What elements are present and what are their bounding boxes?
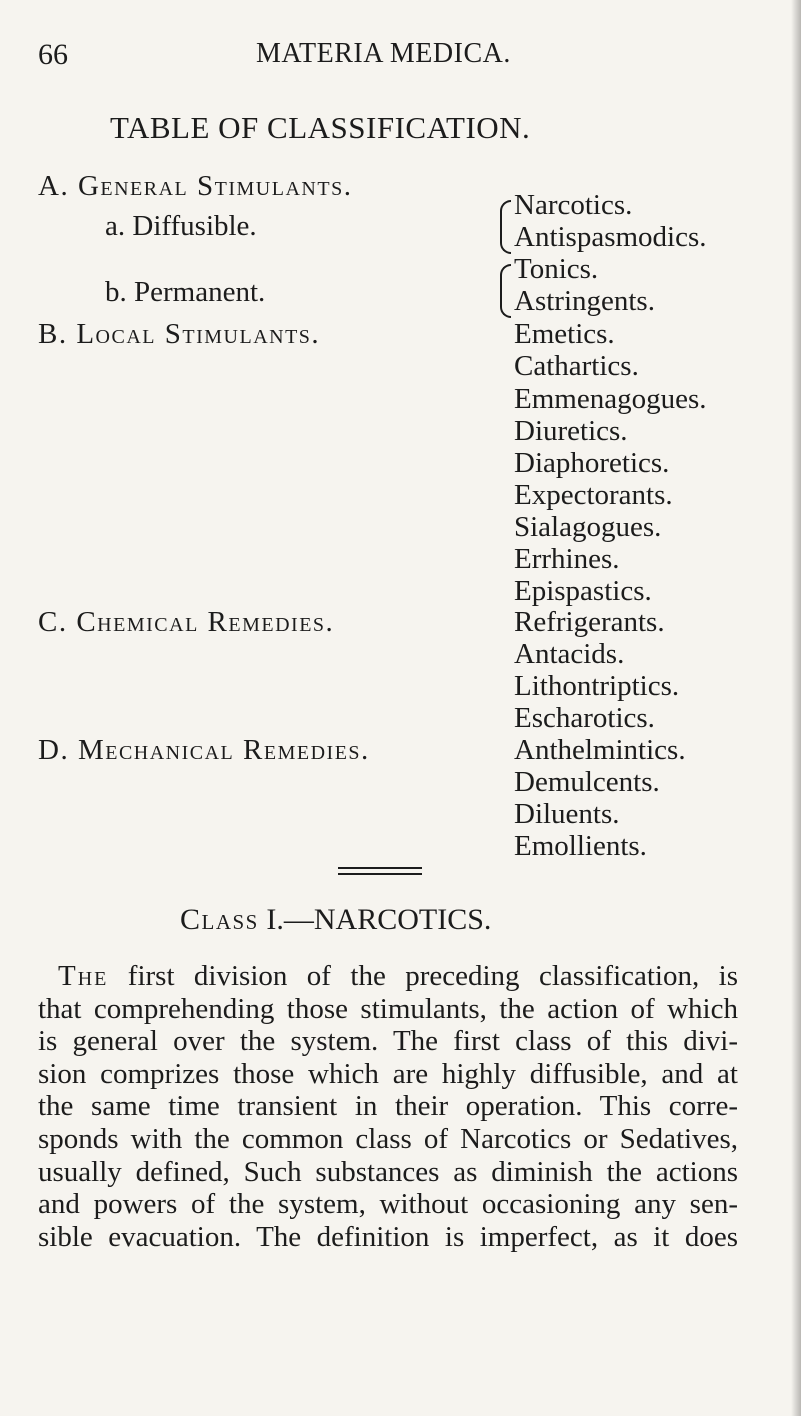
divider-rule-top (338, 867, 422, 869)
item-emetics: Emetics. (514, 318, 615, 350)
item-diuretics: Diuretics. (514, 415, 628, 447)
body-line-5: the same time transient in their operation. This corre- (38, 1090, 738, 1123)
section-d-heading: D. Mechanical Remedies. (38, 734, 370, 766)
brace-diffusible (500, 200, 511, 254)
item-cathartics: Cathartics. (514, 350, 639, 382)
item-epispastics: Epispastics. (514, 575, 652, 607)
page-edge-shadow (791, 0, 801, 1416)
item-diaphoretics: Diaphoretics. (514, 447, 670, 479)
item-narcotics: Narcotics. (514, 189, 633, 221)
item-escharotics: Escharotics. (514, 702, 655, 734)
page-number: 66 (38, 38, 68, 71)
item-errhines: Errhines. (514, 543, 620, 575)
subgroup-diffusible-label: a. Diffusible. (105, 210, 257, 242)
item-antispasmodics: Antispasmodics. (514, 221, 707, 253)
item-expectorants: Expectorants. (514, 479, 673, 511)
item-antacids: Antacids. (514, 638, 625, 670)
item-refrigerants: Refrigerants. (514, 606, 665, 638)
body-line-2: that comprehending those stimulants, the action of which (38, 992, 738, 1025)
body-line-6: sponds with the common class of Narcotics or Sedatives, (38, 1122, 738, 1155)
class-heading (180, 903, 491, 937)
body-lead-word: The (58, 960, 109, 992)
subgroup-permanent-label: b. Permanent. (105, 276, 266, 308)
class-heading-prefix: Class (180, 903, 259, 936)
brace-permanent (500, 264, 511, 318)
divider-rule-bottom (338, 873, 422, 875)
body-line-9: sible evacuation. The definition is imperfect, as it does (38, 1220, 738, 1253)
body-line-8: and powers of the system, without occasioning any sen- (38, 1188, 738, 1221)
item-tonics: Tonics. (514, 253, 599, 285)
item-diluents: Diluents. (514, 798, 620, 830)
item-astringents: Astringents. (514, 285, 655, 317)
body-paragraph (38, 960, 738, 1253)
body-line-4: sion comprizes those which are highly diffusible, and at (38, 1057, 738, 1090)
item-demulcents: Demulcents. (514, 766, 660, 798)
item-anthelmintics: Anthelmintics. (514, 734, 686, 766)
item-lithontriptics: Lithontriptics. (514, 670, 680, 702)
section-a-heading: A. General Stimulants. (38, 170, 353, 202)
table-title: TABLE OF CLASSIFICATION. (110, 110, 531, 145)
body-line-7: usually defined, Such substances as diminish the actions (38, 1155, 738, 1188)
body-line-3: is general over the system. The first class of this divi- (38, 1025, 738, 1058)
running-head: MATERIA MEDICA. (256, 38, 511, 69)
section-b-heading: B. Local Stimulants. (38, 318, 321, 350)
section-c-heading: C. Chemical Remedies. (38, 606, 335, 638)
item-emollients: Emollients. (514, 830, 647, 862)
body-line-1: The first division of the preceding classification, is (58, 960, 738, 992)
item-sialagogues: Sialagogues. (514, 511, 662, 543)
item-emmenagogues: Emmenagogues. (514, 383, 707, 415)
class-heading-title: I.—NARCOTICS. (258, 903, 492, 936)
